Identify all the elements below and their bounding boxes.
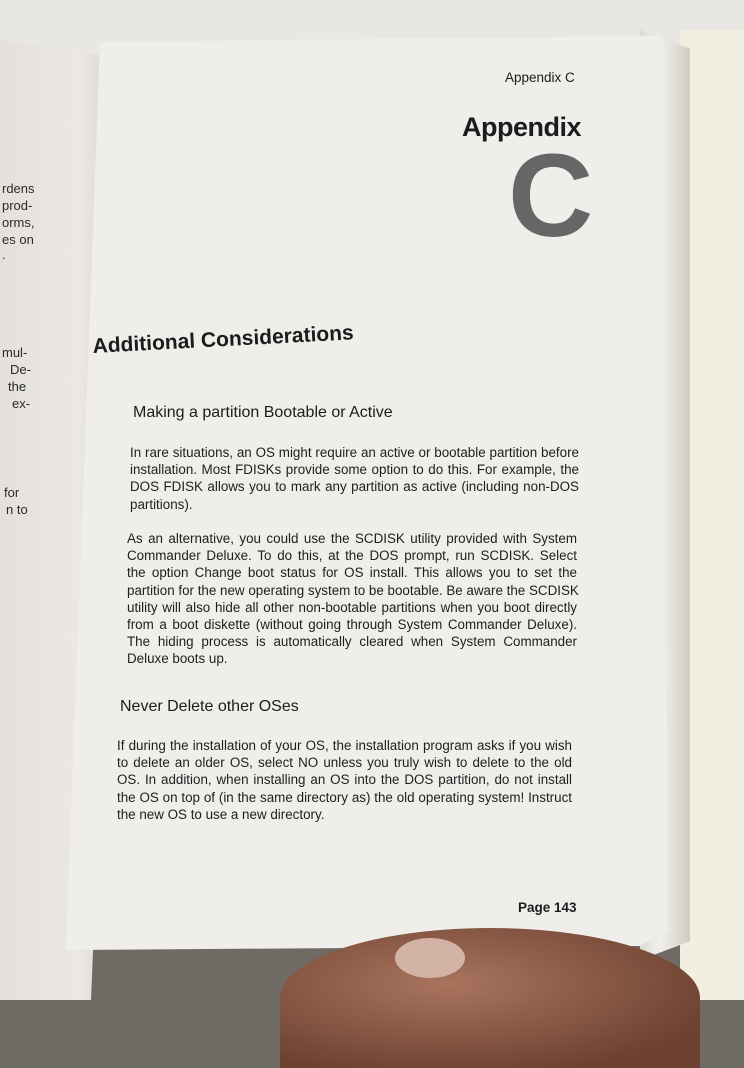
paragraph — [130, 444, 579, 513]
left-page-fragment: . — [2, 247, 6, 262]
subsection-title: Making a partition Bootable or Active — [133, 404, 393, 421]
text-line: If during the installation of your OS, the installation program asks if you wish — [117, 738, 572, 753]
text-line: Commander Deluxe. To do this, at the DOS prompt, run SCDISK. Select — [127, 548, 577, 564]
text-line: partition for the new operating system to be bootable. Be aware the SCDISK — [127, 582, 579, 598]
text-line: Deluxe boots up. — [127, 651, 228, 667]
left-page-fragment: prod- — [2, 198, 33, 213]
left-page-fragment: mul- — [2, 345, 28, 360]
text-line: the OS on top of (in the same directory as) the old operating system! Instruct — [117, 789, 572, 805]
left-page-fragment: es on — [2, 232, 34, 247]
thumbnail — [395, 938, 465, 978]
text-line: from a boot diskette (without going through System Commander Deluxe). — [127, 617, 577, 633]
text-line: to delete an older OS, select NO unless you truly wish to delete to the old — [117, 755, 572, 771]
left-page-fragment: the — [8, 379, 27, 394]
text-line: OS. In addition, when installing an OS into the DOS partition, do not install — [117, 772, 572, 788]
subsection-title: Never Delete other OSes — [120, 698, 299, 715]
paragraph — [127, 530, 577, 668]
text-line: In rare situations, an OS might require an active or bootable partition before — [130, 445, 579, 460]
left-page-fragment: orms, — [2, 215, 35, 230]
left-page-fragment: rdens — [2, 181, 35, 196]
left-page-fragment: for — [4, 485, 20, 500]
left-page-fragment: De- — [10, 362, 31, 377]
text-line: the new OS to use a new directory. — [117, 806, 325, 822]
running-head: Appendix C — [505, 70, 575, 85]
left-page-fragment: ex- — [12, 396, 31, 411]
text-line: The hiding process is automatically cleared when System Commander — [127, 634, 577, 650]
paragraph — [117, 737, 572, 823]
hand-thumb — [280, 928, 700, 1068]
left-page-fragment: n to — [6, 502, 28, 517]
text-line: the option Change boot status for OS install. This allows you to set the — [127, 565, 577, 581]
text-line: As an alternative, you could use the SCDISK utility provided with System — [127, 531, 577, 546]
text-line: DOS FDISK allows you to mark any partition as active (including non-DOS — [130, 479, 579, 495]
text-line: partitions). — [130, 496, 193, 512]
text-line: installation. Most FDISKs provide some option to do this. For example, the — [130, 462, 579, 478]
text-line: utility will also hide all other non-bootable partitions when you boot directly — [127, 599, 577, 615]
chapter-label: Appendix — [462, 112, 582, 142]
chapter-letter: C — [508, 130, 594, 262]
section-title: Additional Considerations — [92, 321, 355, 358]
page-number: Page 143 — [518, 900, 577, 915]
